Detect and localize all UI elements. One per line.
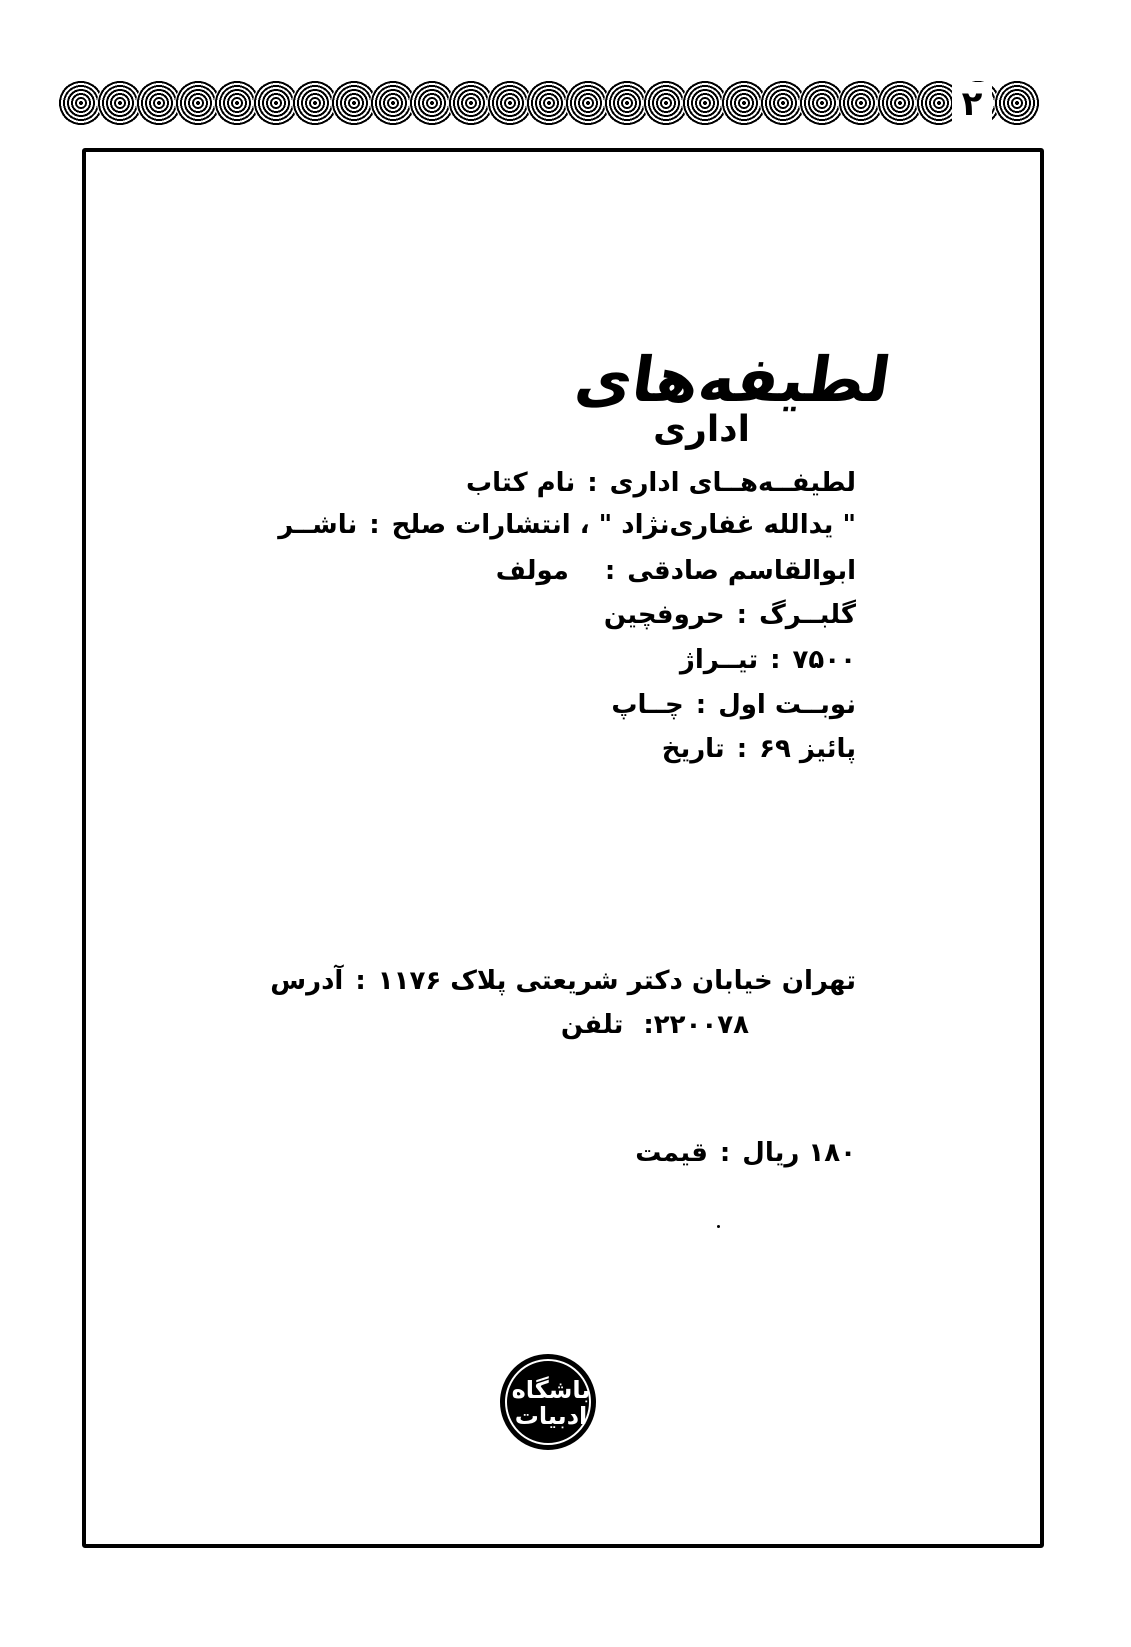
detail-row-circulation <box>680 639 856 681</box>
detail-row-typesetter <box>604 594 856 636</box>
detail-row-book-name <box>466 462 856 504</box>
detail-value: نوبــت اول <box>718 690 856 720</box>
colon-separator: : <box>770 645 781 675</box>
price-value: ۱۸۰ ریال <box>742 1138 856 1168</box>
phone-label: تلفن <box>560 1010 624 1040</box>
seal-text-line1: باشگاه <box>511 1376 591 1404</box>
colon-separator: : <box>587 468 598 498</box>
detail-label: تاریخ <box>661 734 725 764</box>
detail-row-publisher <box>278 504 856 546</box>
detail-row-author <box>496 550 856 592</box>
colon-separator: : <box>695 690 707 720</box>
ring-ornament-icon <box>994 80 1040 126</box>
detail-label: تیــراژ <box>679 645 759 675</box>
detail-value: پائیز ۶۹ <box>759 734 856 764</box>
detail-label: ناشــر <box>278 510 358 540</box>
detail-label: مولف <box>495 556 569 586</box>
colon-separator: : <box>719 1138 731 1168</box>
detail-value: " یدالله غفاری‌نژاد " ، انتشارات صلح <box>391 510 856 540</box>
book-title: لطیفه‌های <box>570 343 896 416</box>
colon-separator: : <box>369 510 380 540</box>
detail-label: چــاپ <box>611 690 684 720</box>
detail-value: ۷۵۰۰ <box>792 645 856 675</box>
detail-label: حروفچین <box>603 600 725 630</box>
detail-value: ابوالقاسم صادقی <box>627 556 856 586</box>
decorative-header-band <box>58 80 1058 126</box>
page-frame <box>82 148 1044 1548</box>
seal-text-line2: ادبیات <box>514 1402 588 1430</box>
book-subtitle: اداری <box>653 409 750 450</box>
publisher-seal-logo <box>500 1354 596 1450</box>
address-value: تهران خیابان دکتر شریعتی پلاک ۱۱۷۶ <box>377 966 856 996</box>
page-number: ۲ <box>952 82 992 126</box>
colon-separator: : <box>643 1010 654 1040</box>
colon-separator: : <box>736 600 748 630</box>
detail-row-date <box>662 728 856 770</box>
colon-separator: : <box>604 556 616 586</box>
detail-value: لطیفــه‌هــای اداری <box>609 468 856 498</box>
colon-separator: : <box>355 966 366 996</box>
price-label: قیمت <box>635 1138 708 1168</box>
address-label: آدرس <box>270 966 344 996</box>
address-row <box>270 960 856 1002</box>
detail-row-print <box>611 684 856 726</box>
phone-row <box>561 1004 749 1046</box>
colon-separator: : <box>736 734 748 764</box>
stray-dot <box>717 1225 720 1228</box>
detail-label: نام کتاب <box>465 468 576 498</box>
price-row <box>635 1132 856 1174</box>
detail-value: گلبــرگ <box>759 600 856 630</box>
phone-value: ۲۲۰۰۷۸ <box>653 1010 749 1040</box>
